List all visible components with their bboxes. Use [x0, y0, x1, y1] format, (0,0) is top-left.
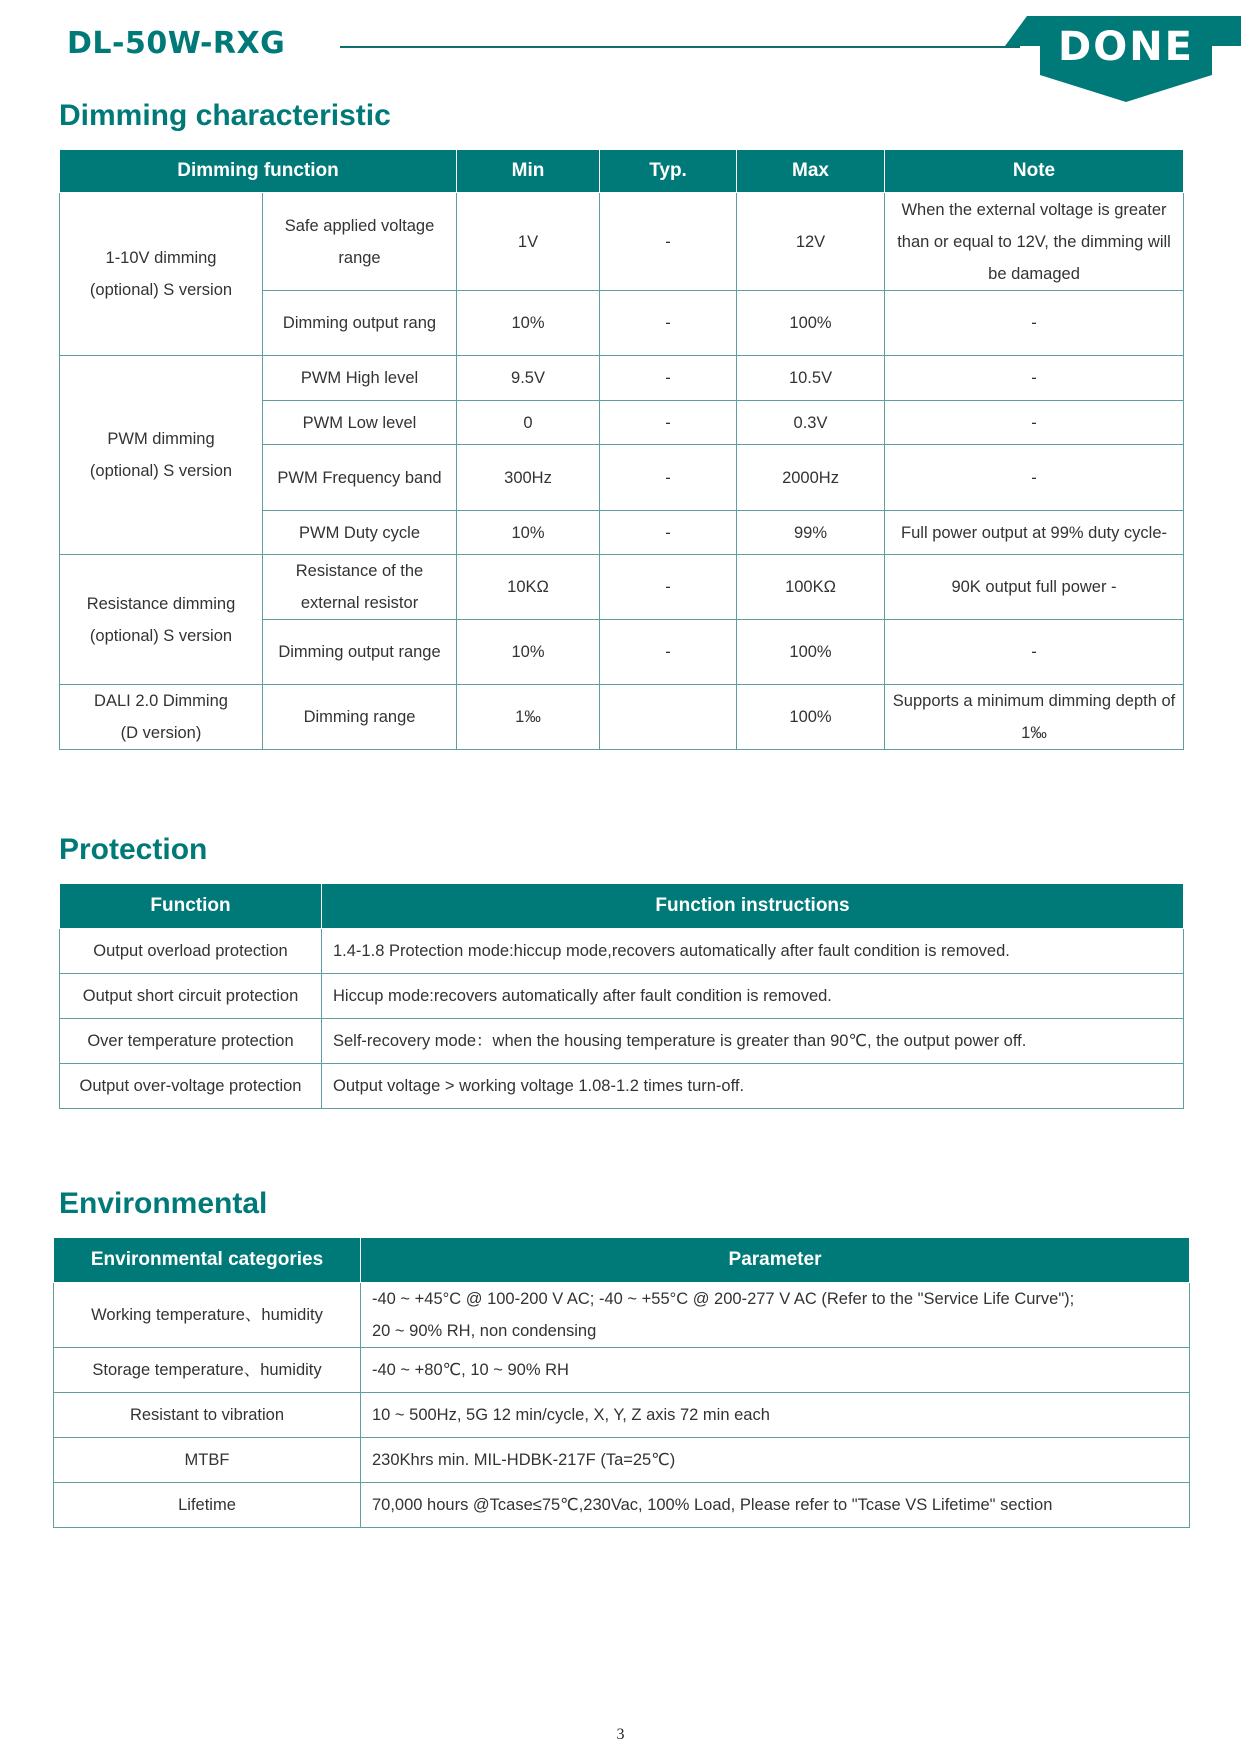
dimming-header-row	[60, 150, 1184, 193]
min-cell: 10%	[457, 511, 600, 555]
page-number: 3	[616, 1726, 625, 1743]
note-cell: -	[885, 401, 1184, 445]
environmental-table	[53, 1237, 1190, 1528]
protection-header-row	[60, 884, 1184, 929]
typ-cell: -	[600, 511, 737, 555]
instruction-cell: Self-recovery mode：when the housing temperature is greater than 90℃, the output power off.	[322, 1019, 1184, 1064]
instruction-cell: Hiccup mode:recovers automatically after fault condition is removed.	[322, 974, 1184, 1019]
header-note: Note	[885, 150, 1184, 193]
dimming-section-title: Dimming characteristic	[59, 99, 391, 132]
environmental-header-row	[54, 1238, 1190, 1283]
dimming-table	[59, 149, 1184, 750]
table-row	[60, 929, 1184, 974]
item-cell: Dimming output rang	[263, 291, 457, 356]
min-cell: 10%	[457, 620, 600, 685]
min-cell: 1‰	[457, 685, 600, 750]
environmental-section-title: Environmental	[59, 1187, 268, 1220]
typ-cell: -	[600, 291, 737, 356]
typ-cell: -	[600, 555, 737, 620]
header-function: Function	[60, 884, 322, 929]
group-label: DALI 2.0 Dimming (D version)	[60, 685, 263, 750]
table-row	[60, 356, 1184, 401]
header-function-instructions: Function instructions	[322, 884, 1184, 929]
header-min: Min	[457, 150, 600, 193]
header-max: Max	[737, 150, 885, 193]
item-cell: PWM Frequency band	[263, 445, 457, 511]
parameter-cell: -40 ~ +80℃, 10 ~ 90% RH	[361, 1348, 1190, 1393]
item-cell: Safe applied voltage range	[263, 193, 457, 291]
category-cell: Storage temperature、humidity	[54, 1348, 361, 1393]
item-cell: PWM Low level	[263, 401, 457, 445]
header-typ: Typ.	[600, 150, 737, 193]
table-row	[54, 1438, 1190, 1483]
header-environmental-categories: Environmental categories	[54, 1238, 361, 1283]
item-cell: PWM Duty cycle	[263, 511, 457, 555]
table-row	[60, 1064, 1184, 1109]
note-cell: 90K output full power -	[885, 555, 1184, 620]
max-cell: 100%	[737, 291, 885, 356]
group-label: PWM dimming (optional) S version	[60, 356, 263, 555]
function-cell: Output short circuit protection	[60, 974, 322, 1019]
table-row	[60, 193, 1184, 291]
note-cell: -	[885, 445, 1184, 511]
max-cell: 10.5V	[737, 356, 885, 401]
typ-cell: -	[600, 620, 737, 685]
protection-table	[59, 883, 1184, 1109]
item-cell: PWM High level	[263, 356, 457, 401]
table-row	[60, 555, 1184, 620]
note-cell: Full power output at 99% duty cycle-	[885, 511, 1184, 555]
max-cell: 100KΩ	[737, 555, 885, 620]
function-cell: Over temperature protection	[60, 1019, 322, 1064]
table-row	[60, 974, 1184, 1019]
header-rule	[340, 46, 1020, 48]
note-cell: -	[885, 291, 1184, 356]
table-row	[54, 1483, 1190, 1528]
max-cell: 12V	[737, 193, 885, 291]
table-row	[54, 1283, 1190, 1348]
item-cell: Dimming output range	[263, 620, 457, 685]
function-cell: Output over-voltage protection	[60, 1064, 322, 1109]
model-number: DL-50W-RXG	[67, 26, 286, 61]
table-row	[54, 1348, 1190, 1393]
category-cell: Lifetime	[54, 1483, 361, 1528]
typ-cell	[600, 685, 737, 750]
parameter-cell: -40 ~ +45°C @ 100-200 V AC; -40 ~ +55°C @ 200-277 V AC (Refer to the "Service Life Curve"); 20 ~ 90% RH, non condensing	[361, 1283, 1190, 1348]
min-cell: 300Hz	[457, 445, 600, 511]
min-cell: 10KΩ	[457, 555, 600, 620]
typ-cell: -	[600, 356, 737, 401]
note-cell: Supports a minimum dimming depth of 1‰	[885, 685, 1184, 750]
max-cell: 100%	[737, 620, 885, 685]
group-label: 1-10V dimming (optional) S version	[60, 193, 263, 356]
typ-cell: -	[600, 401, 737, 445]
table-row	[60, 685, 1184, 750]
min-cell: 9.5V	[457, 356, 600, 401]
group-label: Resistance dimming (optional) S version	[60, 555, 263, 685]
max-cell: 99%	[737, 511, 885, 555]
category-cell: Resistant to vibration	[54, 1393, 361, 1438]
category-cell: MTBF	[54, 1438, 361, 1483]
min-cell: 0	[457, 401, 600, 445]
instruction-cell: 1.4-1.8 Protection mode:hiccup mode,recovers automatically after fault condition is removed.	[322, 929, 1184, 974]
brand-logo-text: DONE	[1057, 24, 1194, 70]
protection-section-title: Protection	[59, 833, 208, 866]
item-cell: Dimming range	[263, 685, 457, 750]
header-parameter: Parameter	[361, 1238, 1190, 1283]
typ-cell: -	[600, 193, 737, 291]
parameter-cell: 230Khrs min. MIL-HDBK-217F (Ta=25℃)	[361, 1438, 1190, 1483]
table-row	[54, 1393, 1190, 1438]
min-cell: 1V	[457, 193, 600, 291]
min-cell: 10%	[457, 291, 600, 356]
max-cell: 0.3V	[737, 401, 885, 445]
parameter-cell: 10 ~ 500Hz, 5G 12 min/cycle, X, Y, Z axis 72 min each	[361, 1393, 1190, 1438]
instruction-cell: Output voltage > working voltage 1.08-1.2 times turn-off.	[322, 1064, 1184, 1109]
note-cell: -	[885, 620, 1184, 685]
max-cell: 2000Hz	[737, 445, 885, 511]
category-cell: Working temperature、humidity	[54, 1283, 361, 1348]
typ-cell: -	[600, 445, 737, 511]
parameter-cell: 70,000 hours @Tcase≤75℃,230Vac, 100% Load, Please refer to "Tcase VS Lifetime" section	[361, 1483, 1190, 1528]
table-row	[60, 1019, 1184, 1064]
max-cell: 100%	[737, 685, 885, 750]
header-dimming-function: Dimming function	[60, 150, 457, 193]
item-cell: Resistance of the external resistor	[263, 555, 457, 620]
note-cell: -	[885, 356, 1184, 401]
note-cell: When the external voltage is greater than or equal to 12V, the dimming will be damaged	[885, 193, 1184, 291]
function-cell: Output overload protection	[60, 929, 322, 974]
